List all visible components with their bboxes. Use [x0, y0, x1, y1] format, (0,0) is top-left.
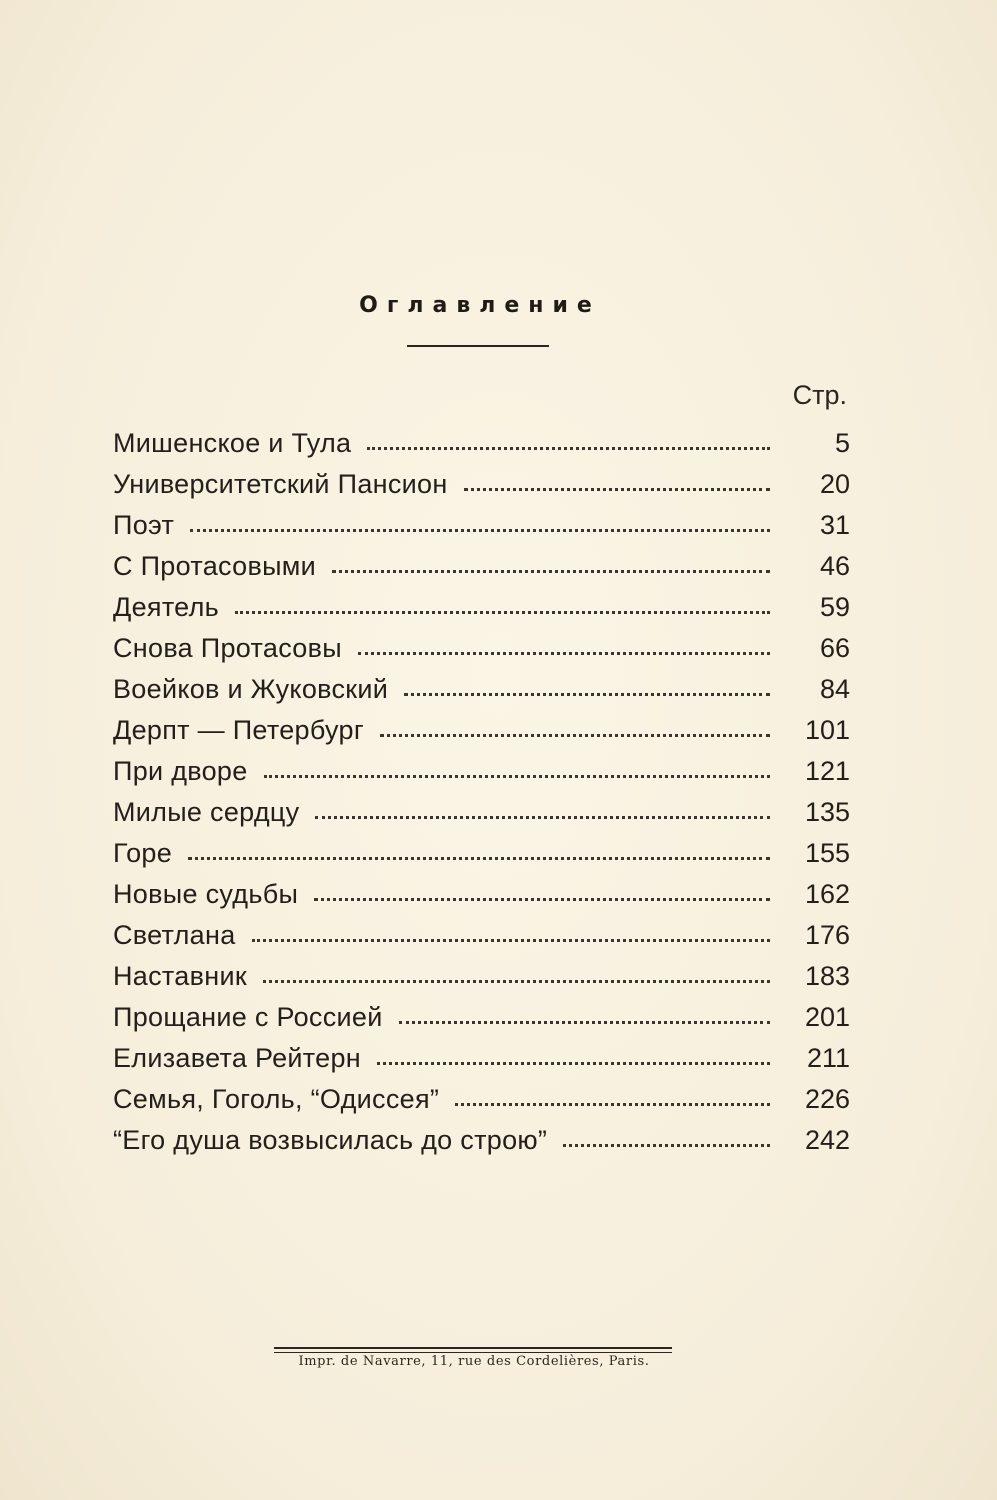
toc-entry	[113, 546, 850, 587]
toc-entry-title: Семья, Гоголь, “Одиссея”	[113, 1084, 440, 1114]
toc-entry-page: 20	[819, 469, 850, 499]
toc-entry-page: 211	[806, 1043, 850, 1073]
toc-entry-page: 226	[804, 1084, 850, 1114]
toc-entry	[113, 792, 850, 833]
imprint-rule	[274, 1347, 672, 1349]
dot-leader	[190, 525, 770, 532]
dot-leader	[399, 1017, 770, 1024]
dot-leader	[358, 648, 770, 655]
toc-entry-page: 5	[834, 428, 850, 458]
toc-entry-page: 31	[819, 510, 850, 540]
toc-entry-page: 59	[819, 592, 850, 622]
toc-entry-title: Поэт	[113, 510, 175, 540]
toc-entry	[113, 505, 850, 546]
dot-leader	[367, 443, 770, 450]
toc-entry	[113, 1079, 850, 1120]
imprint-rule-thin	[274, 1352, 672, 1353]
dot-leader	[314, 894, 770, 901]
title-underline	[407, 345, 549, 347]
dot-leader	[404, 689, 770, 696]
dot-leader	[263, 976, 770, 983]
toc-entry-title: С Протасовыми	[113, 551, 317, 581]
toc-entry	[113, 915, 850, 956]
toc-entry-title: Наставник	[113, 961, 247, 991]
dot-leader	[380, 730, 770, 737]
dot-leader	[455, 1099, 770, 1106]
toc-entry	[113, 464, 850, 505]
dot-leader	[252, 935, 770, 942]
toc-entry	[113, 628, 850, 669]
toc-entry-page: 46	[819, 551, 850, 581]
dot-leader	[188, 853, 770, 860]
toc-entry-page: 201	[804, 1002, 850, 1032]
dot-leader	[264, 771, 770, 778]
toc-entry-title: Мишенское и Тула	[113, 428, 352, 458]
dot-leader	[332, 566, 770, 573]
toc-entry-title: Воейков и Жуковский	[113, 674, 389, 704]
toc-entry-page: 176	[804, 920, 850, 950]
printer-imprint: Impr. de Navarre, 11, rue des Cordelières, Paris.	[298, 1354, 650, 1369]
toc-entry-title: Светлана	[113, 920, 236, 950]
page-column-header: Стр.	[792, 380, 847, 410]
toc-entry	[113, 587, 850, 628]
toc-entry-title: Милые сердцу	[113, 797, 300, 827]
toc-entry-title: Университетский Пансион	[113, 469, 448, 499]
toc-entry-page: 242	[804, 1125, 850, 1155]
toc-entry-page: 66	[819, 633, 850, 663]
table-of-contents	[113, 423, 850, 1161]
toc-entry-title: Горе	[113, 838, 173, 868]
toc-entry-page: 121	[804, 756, 850, 786]
toc-entry	[113, 669, 850, 710]
toc-entry-title: Снова Протасовы	[113, 633, 342, 663]
toc-entry	[113, 956, 850, 997]
toc-entry-page: 135	[804, 797, 850, 827]
toc-entry	[113, 751, 850, 792]
toc-entry	[113, 1120, 850, 1161]
toc-entry-title: Дерпт — Петербург	[113, 715, 364, 745]
toc-entry	[113, 997, 850, 1038]
toc-entry	[113, 874, 850, 915]
dot-leader	[235, 607, 770, 614]
toc-entry	[113, 833, 850, 874]
toc-entry-title: Новые судьбы	[113, 879, 299, 909]
toc-entry-page: 101	[804, 715, 850, 745]
dot-leader	[315, 812, 770, 819]
toc-entry-title: Деятель	[113, 592, 220, 622]
toc-entry-page: 155	[804, 838, 850, 868]
toc-entry-page: 183	[804, 961, 850, 991]
toc-entry	[113, 1038, 850, 1079]
toc-entry-page: 84	[819, 674, 850, 704]
toc-entry	[113, 423, 850, 464]
toc-entry-title: “Его душа возвысилась до строю”	[113, 1125, 548, 1155]
page-title: Оглавление	[359, 293, 601, 318]
toc-entry-title: Елизавета Рейтерн	[113, 1043, 362, 1073]
toc-entry-title: При дворе	[113, 756, 248, 786]
dot-leader	[464, 484, 770, 491]
toc-entry-page: 162	[804, 879, 850, 909]
dot-leader	[563, 1140, 770, 1147]
dot-leader	[377, 1058, 770, 1065]
toc-entry	[113, 710, 850, 751]
toc-entry-title: Прощание с Россией	[113, 1002, 383, 1032]
